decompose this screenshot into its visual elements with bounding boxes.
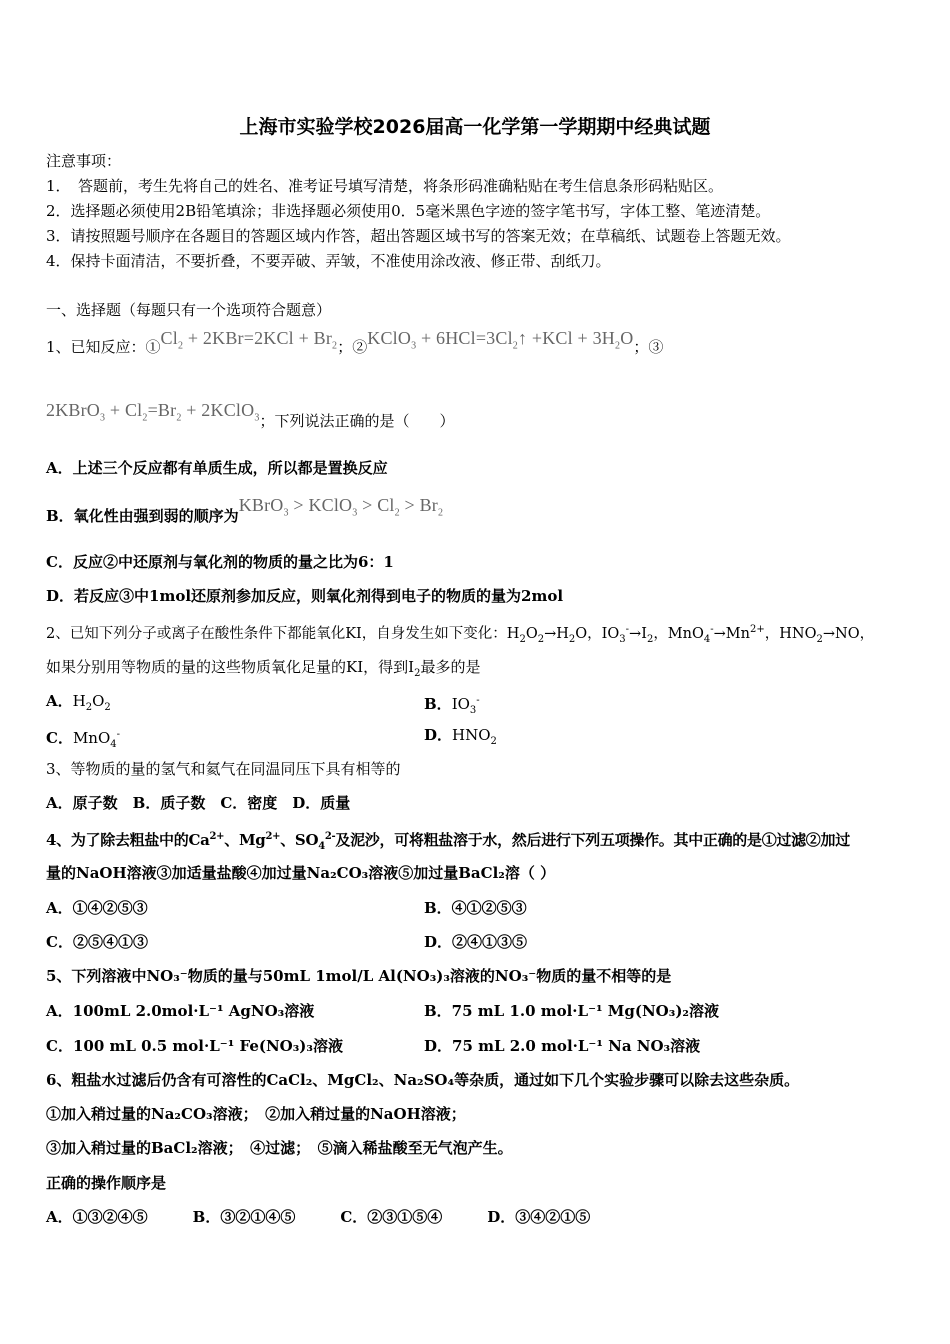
- q1-question: ；下列说法正确的是（ ）: [259, 412, 455, 430]
- q1-intro: 1、已知反应：①: [46, 338, 161, 356]
- q6-order-label: 正确的操作顺序是: [46, 1174, 167, 1192]
- q4-stem-text: 4、为了除去粗盐中的: [46, 831, 189, 849]
- q5-option-d[interactable]: D．75 mL 2.0 mol·L⁻¹ Na NO₃溶液: [424, 1037, 701, 1055]
- q1-sep: ；②: [337, 338, 368, 356]
- q4-option-b[interactable]: B．④①②⑤③: [424, 899, 527, 917]
- q3-stem: 3、等物质的量的氢气和氦气在同温同压下具有相等的: [46, 760, 401, 778]
- q2-option-row: [46, 725, 497, 755]
- q2-option-c[interactable]: C．MnO$_4$-: [46, 729, 121, 750]
- q1-option-b-label: B．氧化性由强到弱的顺序为: [46, 507, 239, 525]
- q2-option-a[interactable]: A．$H_2O_2$: [46, 692, 111, 713]
- q5-option-row: [46, 1001, 719, 1021]
- q2-option-b[interactable]: B．$IO_3^-$: [424, 695, 480, 716]
- q5-stem: 5、下列溶液中NO₃⁻物质的量与50mL 1mol/L Al(NO₃)₃溶液的NO₃⁻物质的量不相等的是: [46, 967, 672, 985]
- q6-step-line: ③加入稍过量的BaCl₂溶液； ④过滤； ⑤滴入稀盐酸至无气泡产生。: [46, 1139, 513, 1157]
- q5-option-row: [46, 1036, 701, 1056]
- q4-option-c[interactable]: C．②⑤④①③: [46, 933, 148, 951]
- oxidizing-order-formula: KBrO$_3$ > KClO$_3$ > $Cl_2 > Br_2$: [238, 495, 444, 519]
- q2-option-d[interactable]: D．$HNO_2$: [424, 726, 497, 747]
- q4-option-row: [46, 898, 527, 918]
- notice-item: 4．保持卡面清洁，不要折叠，不要弄破、弄皱，不准使用涂改液、修正带、刮纸刀。: [46, 252, 611, 270]
- q1-option-b[interactable]: [46, 495, 444, 534]
- q5-option-c[interactable]: C．100 mL 0.5 mol·L⁻¹ Fe(NO₃)₃溶液: [46, 1037, 343, 1055]
- q4-option-a[interactable]: A．①④②⑤③: [46, 899, 148, 917]
- notice-item: 3．请按照题号顺序在各题目的答题区域内作答，超出答题区域书写的答案无效；在草稿纸、试题卷上答题无效。: [46, 227, 791, 245]
- q2-stem: [46, 620, 874, 650]
- q1-stem: [46, 328, 664, 365]
- q6-stem: 6、粗盐水过滤后仍含有可溶性的CaCl₂、MgCl₂、Na₂SO₄等杂质，通过如下几个实验步骤可以除去这些杂质。: [46, 1071, 800, 1089]
- q2-option-a-label: A．: [46, 692, 73, 710]
- notice-item: 1． 答题前，考生先将自己的姓名、准考证号填写清楚，将条形码准确粘贴在考生信息条形码粘贴区。: [46, 177, 724, 195]
- q4-stem-text: 及泥沙，可将粗盐溶于水，然后进行下列五项操作。其中正确的是①过滤②加过: [335, 831, 850, 849]
- q6-options[interactable]: A．①③②④⑤ B．③②①④⑤ C．②③①⑤④ D．③④②①⑤: [46, 1208, 591, 1226]
- q1-option-d[interactable]: D．若反应③中1mol还原剂参加反应，则氧化剂得到电子的物质的量为2mol: [46, 587, 564, 605]
- q2-changes: $H_2O_2\to H_2O$，$IO_3^-\to I_2$，$MnO_4^-\to Mn^{2+}$，$HNO_2\to NO$，: [506, 624, 875, 645]
- reaction-2-formula: KClO$_3$ + $6HCl=3Cl_2↑ +KCl + 3H_2O$: [367, 328, 634, 352]
- q4-stem-line2: 量的NaOH溶液③加适量盐酸④加过量Na₂CO₃溶液⑤加过量BaCl₂溶（ ）: [46, 864, 556, 882]
- q2-stem-text: 如果分别用等物质的量的这些物质氧化足量的KI，得到: [46, 658, 409, 676]
- q5-option-b[interactable]: B．75 mL 1.0 mol·L⁻¹ Mg(NO₃)₂溶液: [424, 1002, 719, 1020]
- q2-stem-line2: 如果分别用等物质的量的这些物质氧化足量的KI，得到$I_2$最多的是: [46, 658, 481, 679]
- q3-options[interactable]: A．原子数 B．质子数 C．密度 D．质量: [46, 794, 351, 812]
- notice-item: 2．选择题必须使用2B铅笔填涂；非选择题必须使用0．5毫米黑色字迹的签字笔书写，字体工整、笔迹清楚。: [46, 202, 771, 220]
- q5-option-a[interactable]: A．100mL 2.0mol·L⁻¹ AgNO₃溶液: [46, 1002, 315, 1020]
- q2-option-c-label: C．: [46, 729, 73, 747]
- q2-option-d-label: D．: [424, 726, 453, 744]
- q1-option-c[interactable]: C．反应②中还原剂与氧化剂的物质的量之比为6：1: [46, 553, 394, 571]
- page-title: 上海市实验学校2026届高一化学第一学期期中经典试题: [239, 116, 711, 138]
- notice-heading: 注意事项：: [46, 152, 122, 170]
- q4-stem: 4、为了除去粗盐中的$Ca^{2+}$、$Mg^{2+}$、$SO_4^{2-}$及泥沙，可将粗盐溶于水，然后进行下列五项操作。其中正确的是①过滤②加过: [46, 831, 850, 852]
- q2-stem-text: 2、已知下列分子或离子在酸性条件下都能氧化KI，自身发生如下变化：: [46, 625, 507, 642]
- q2-stem-text: 最多的是: [420, 658, 481, 676]
- reaction-1-formula: $Cl_2 + 2KBr=2KCl + Br_2$: [160, 328, 338, 352]
- q4-option-d[interactable]: D．②④①③⑤: [424, 933, 528, 951]
- q6-step-line: ①加入稍过量的Na₂CO₃溶液； ②加入稍过量的NaOH溶液；: [46, 1105, 466, 1123]
- q1-option-a[interactable]: A．上述三个反应都有单质生成，所以都是置换反应: [46, 459, 388, 477]
- q1-sep: ；③: [633, 338, 664, 356]
- q1-stem-line2: [46, 400, 455, 439]
- section-heading: 一、选择题（每题只有一个选项符合题意）: [46, 301, 332, 319]
- reaction-3-formula: 2KBrO$_3$ + $Cl_2=Br_2$ + 2KClO$_3$: [46, 400, 260, 424]
- q2-option-b-label: B．: [424, 695, 452, 713]
- q2-option-row: [46, 691, 480, 718]
- q4-option-row: [46, 932, 528, 952]
